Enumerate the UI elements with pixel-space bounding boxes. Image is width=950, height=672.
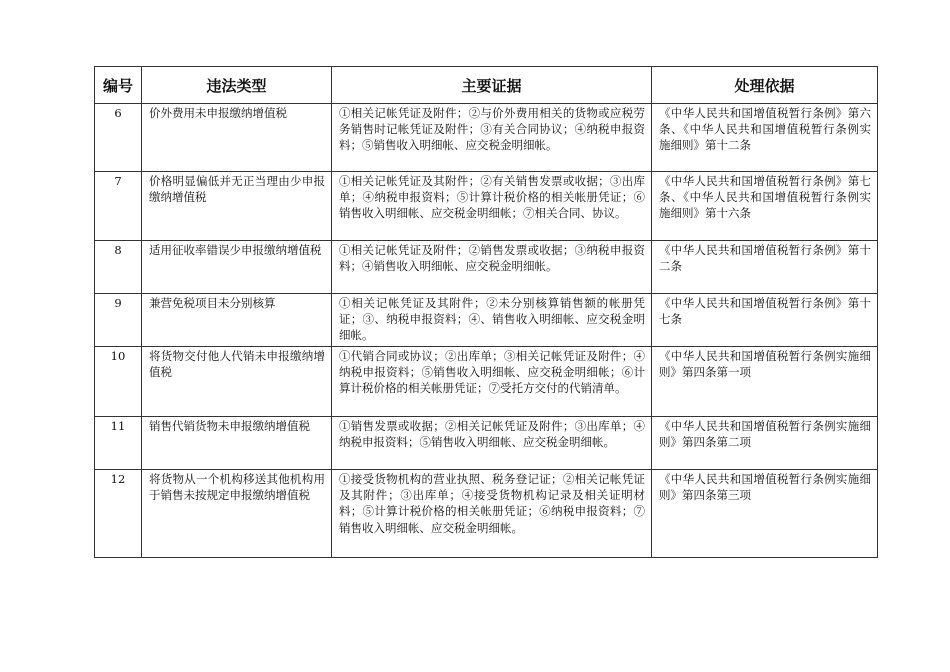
row-number: 11 [95,417,142,470]
table-row [95,470,878,558]
header-legal-basis: 处理依据 [652,67,878,104]
violation-type: 销售代销货物未申报缴纳增值税 [142,417,332,470]
main-evidence: ①相关记帐凭证及附件；②与价外费用相关的货物或应税劳务销售时记帐凭证及附件；③有关合同协议；④纳税申报资料；⑤销售收入明细帐、应交税金明细帐。 [332,104,652,172]
main-evidence: ①相关记帐凭证及其附件；②未分别核算销售额的帐册凭证；③、纳税申报资料；④、销售收入明细帐、应交税金明细帐。 [332,294,652,347]
table-row [95,241,878,294]
legal-basis: 《中华人民共和国增值税暂行条例》第六条、《中华人民共和国增值税暂行条例实施细则》第十二条 [652,104,878,172]
main-evidence: ①接受货物机构的营业执照、税务登记证；②相关记帐凭证及其附件；③出库单；④接受货物机构记录及相关证明材料；⑤计算计税价格的相关帐册凭证；⑥纳税申报资料；⑦销售收入明细帐、应交税金明细帐。 [332,470,652,558]
table-row [95,104,878,172]
table-row [95,417,878,470]
table-row [95,172,878,241]
violation-type: 价外费用未申报缴纳增值税 [142,104,332,172]
row-number: 10 [95,347,142,417]
table-row [95,347,878,417]
violation-type: 将货物从一个机构移送其他机构用于销售未按规定申报缴纳增值税 [142,470,332,558]
violation-type: 价格明显偏低并无正当理由少申报缴纳增值税 [142,172,332,241]
violation-type: 将货物交付他人代销未申报缴纳增值税 [142,347,332,417]
violation-type: 适用征收率错误少申报缴纳增值税 [142,241,332,294]
violation-type: 兼营免税项目未分别核算 [142,294,332,347]
header-main-evidence: 主要证据 [332,67,652,104]
legal-basis: 《中华人民共和国增值税暂行条例》第十二条 [652,241,878,294]
row-number: 7 [95,172,142,241]
row-number: 9 [95,294,142,347]
legal-basis: 《中华人民共和国增值税暂行条例实施细则》第四条第二项 [652,417,878,470]
legal-basis: 《中华人民共和国增值税暂行条例》第十七条 [652,294,878,347]
row-number: 8 [95,241,142,294]
row-number: 12 [95,470,142,558]
legal-basis: 《中华人民共和国增值税暂行条例实施细则》第四条第一项 [652,347,878,417]
main-evidence: ①销售发票或收据；②相关记帐凭证及附件；③出库单；④纳税申报资料；⑤销售收入明细帐、应交税金明细帐。 [332,417,652,470]
main-evidence: ①代销合同或协议；②出库单；③相关记帐凭证及附件；④纳税申报资料；⑤销售收入明细帐、应交税金明细帐；⑥计算计税价格的相关帐册凭证；⑦受托方交付的代销清单。 [332,347,652,417]
main-evidence: ①相关记帐凭证及其附件；②有关销售发票或收据；③出库单；④纳税申报资料；⑤计算计税价格的相关帐册凭证；⑥销售收入明细帐、应交税金明细帐；⑦相关合同、协议。 [332,172,652,241]
table-row [95,294,878,347]
header-number: 编号 [95,67,142,104]
header-row [95,67,878,104]
violations-table [94,66,878,558]
legal-basis: 《中华人民共和国增值税暂行条例》第七条、《中华人民共和国增值税暂行条例实施细则》第十六条 [652,172,878,241]
row-number: 6 [95,104,142,172]
header-violation-type: 违法类型 [142,67,332,104]
legal-basis: 《中华人民共和国增值税暂行条例实施细则》第四条第三项 [652,470,878,558]
main-evidence: ①相关记帐凭证及附件；②销售发票或收据；③纳税申报资料；④销售收入明细帐、应交税金明细帐。 [332,241,652,294]
